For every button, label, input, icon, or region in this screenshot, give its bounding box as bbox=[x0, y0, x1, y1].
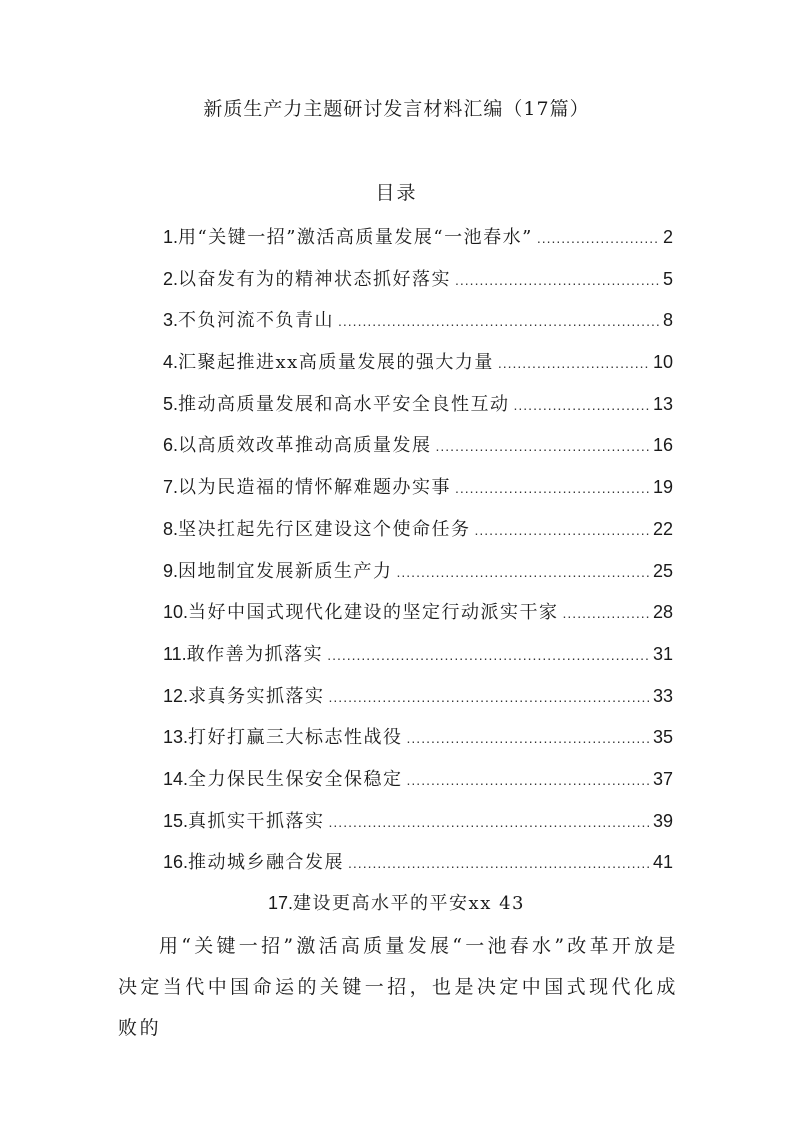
toc-dot-leader bbox=[455, 265, 659, 295]
toc-entry-title: 以奋发有为的精神状态抓好落实 bbox=[178, 268, 452, 290]
toc-entry-title: 推动城乡融合发展 bbox=[188, 852, 345, 874]
toc-entry-title: 敢作善为抓落实 bbox=[186, 643, 324, 665]
toc-entry[interactable] bbox=[163, 430, 673, 472]
toc-dot-leader bbox=[338, 306, 659, 336]
toc-entry[interactable] bbox=[163, 556, 673, 598]
toc-entry-page: 31 bbox=[652, 643, 673, 664]
toc-dot-leader bbox=[329, 682, 649, 712]
toc-entry-number: 6. bbox=[163, 435, 179, 456]
body-paragraph: 用“关键一招”激活高质量发展“一池春水”改革开放是决定当代中国命运的关键一招，也是决定中国式现代化成败的 bbox=[118, 935, 678, 1039]
toc-entry-page: 10 bbox=[652, 352, 673, 373]
toc-entry-number: 9. bbox=[163, 560, 179, 581]
toc-entry[interactable] bbox=[163, 347, 673, 389]
toc-entry-page: 37 bbox=[652, 768, 673, 789]
toc-dot-leader bbox=[407, 765, 649, 795]
toc-entry-number: 17. bbox=[268, 893, 294, 913]
toc-dot-leader bbox=[436, 431, 649, 461]
toc-entry-page: 19 bbox=[652, 477, 673, 498]
toc-entry-number: 1. bbox=[163, 227, 179, 247]
toc-entry[interactable] bbox=[163, 222, 673, 264]
toc-entry-title: 打好打赢三大标志性战役 bbox=[188, 727, 403, 749]
toc-entry-number: 10. bbox=[163, 602, 189, 623]
toc-dot-leader bbox=[514, 390, 649, 420]
toc-entry-title: 求真务实抓落实 bbox=[188, 685, 325, 707]
toc-entry-title: 用“关键一招”激活高质量发展“一池春水” bbox=[178, 227, 533, 248]
toc-dot-leader bbox=[455, 473, 649, 503]
toc-dot-leader bbox=[327, 640, 649, 670]
toc-entry-page: 25 bbox=[652, 560, 673, 581]
toc-entry-page: 33 bbox=[652, 685, 673, 706]
toc-entry-title: 坚决扛起先行区建设这个使命任务 bbox=[178, 518, 471, 540]
toc-entry-title: 以高质效改革推动高质量发展 bbox=[178, 435, 432, 457]
toc-entry-number: 4. bbox=[163, 352, 179, 373]
document-title: 新质生产力主题研讨发言材料汇编（17篇） bbox=[203, 98, 590, 120]
toc-entry-title: 以为民造福的情怀解难题办实事 bbox=[178, 477, 452, 499]
toc-entry-page: 5 bbox=[662, 268, 673, 289]
toc-entry[interactable] bbox=[163, 806, 673, 848]
table-of-contents bbox=[163, 222, 673, 889]
toc-entry-number: 3. bbox=[163, 310, 179, 331]
toc-entry-page: 8 bbox=[662, 310, 673, 331]
toc-heading: 目录 bbox=[375, 182, 418, 204]
toc-entry-number: 8. bbox=[163, 518, 179, 539]
toc-entry[interactable] bbox=[163, 472, 673, 514]
toc-entry-title: 推动高质量发展和高水平安全良性互动 bbox=[178, 393, 510, 415]
toc-entry-page: 16 bbox=[652, 435, 673, 456]
toc-entry-page: 2 bbox=[662, 227, 673, 247]
toc-entry[interactable] bbox=[163, 305, 673, 347]
toc-entry-page: 13 bbox=[652, 393, 673, 414]
toc-dot-leader bbox=[348, 848, 649, 878]
toc-entry[interactable] bbox=[163, 722, 673, 764]
toc-entry-title: 真抓实干抓落实 bbox=[188, 810, 325, 832]
toc-entry-page: 35 bbox=[652, 727, 673, 748]
toc-entry-number: 5. bbox=[163, 393, 179, 414]
toc-entry-number: 2. bbox=[163, 268, 179, 289]
toc-dot-leader bbox=[397, 557, 649, 587]
toc-entry-title: 全力保民生保安全保稳定 bbox=[188, 768, 403, 790]
toc-dot-leader bbox=[498, 348, 649, 378]
toc-entry-page: 41 bbox=[652, 852, 673, 873]
toc-entry-page: 39 bbox=[652, 810, 673, 831]
toc-entry-number: 11. bbox=[163, 643, 187, 664]
toc-entry-title: 不负河流不负青山 bbox=[178, 310, 335, 332]
toc-entry[interactable] bbox=[163, 681, 673, 723]
toc-dot-leader bbox=[563, 598, 649, 628]
toc-entry-number: 12. bbox=[163, 685, 189, 706]
toc-entry-number: 7. bbox=[163, 477, 179, 498]
toc-entry[interactable] bbox=[163, 764, 673, 806]
toc-entry-title: 汇聚起推进xx高质量发展的强大力量 bbox=[178, 352, 494, 374]
toc-dot-leader bbox=[475, 515, 649, 545]
toc-dot-leader bbox=[329, 807, 649, 837]
toc-entry[interactable] bbox=[163, 597, 673, 639]
toc-dot-leader bbox=[407, 723, 649, 753]
toc-entry[interactable] bbox=[163, 264, 673, 306]
toc-entry-title: 建设更高水平的平安xx 43 bbox=[293, 893, 525, 914]
toc-entry-last[interactable] bbox=[0, 888, 793, 919]
toc-entry-page: 28 bbox=[652, 602, 673, 623]
toc-entry-page: 22 bbox=[652, 518, 673, 539]
toc-entry-number: 15. bbox=[163, 810, 189, 831]
toc-entry-number: 14. bbox=[163, 768, 189, 789]
toc-entry-number: 16. bbox=[163, 852, 189, 873]
toc-entry[interactable] bbox=[163, 847, 673, 889]
toc-entry-number: 13. bbox=[163, 727, 189, 748]
toc-entry[interactable] bbox=[163, 389, 673, 431]
toc-entry[interactable] bbox=[163, 514, 673, 556]
toc-entry[interactable] bbox=[163, 639, 673, 681]
toc-entry-title: 当好中国式现代化建设的坚定行动派实干家 bbox=[188, 602, 559, 624]
toc-entry-title: 因地制宜发展新质生产力 bbox=[178, 560, 393, 582]
toc-dot-leader bbox=[537, 223, 659, 253]
